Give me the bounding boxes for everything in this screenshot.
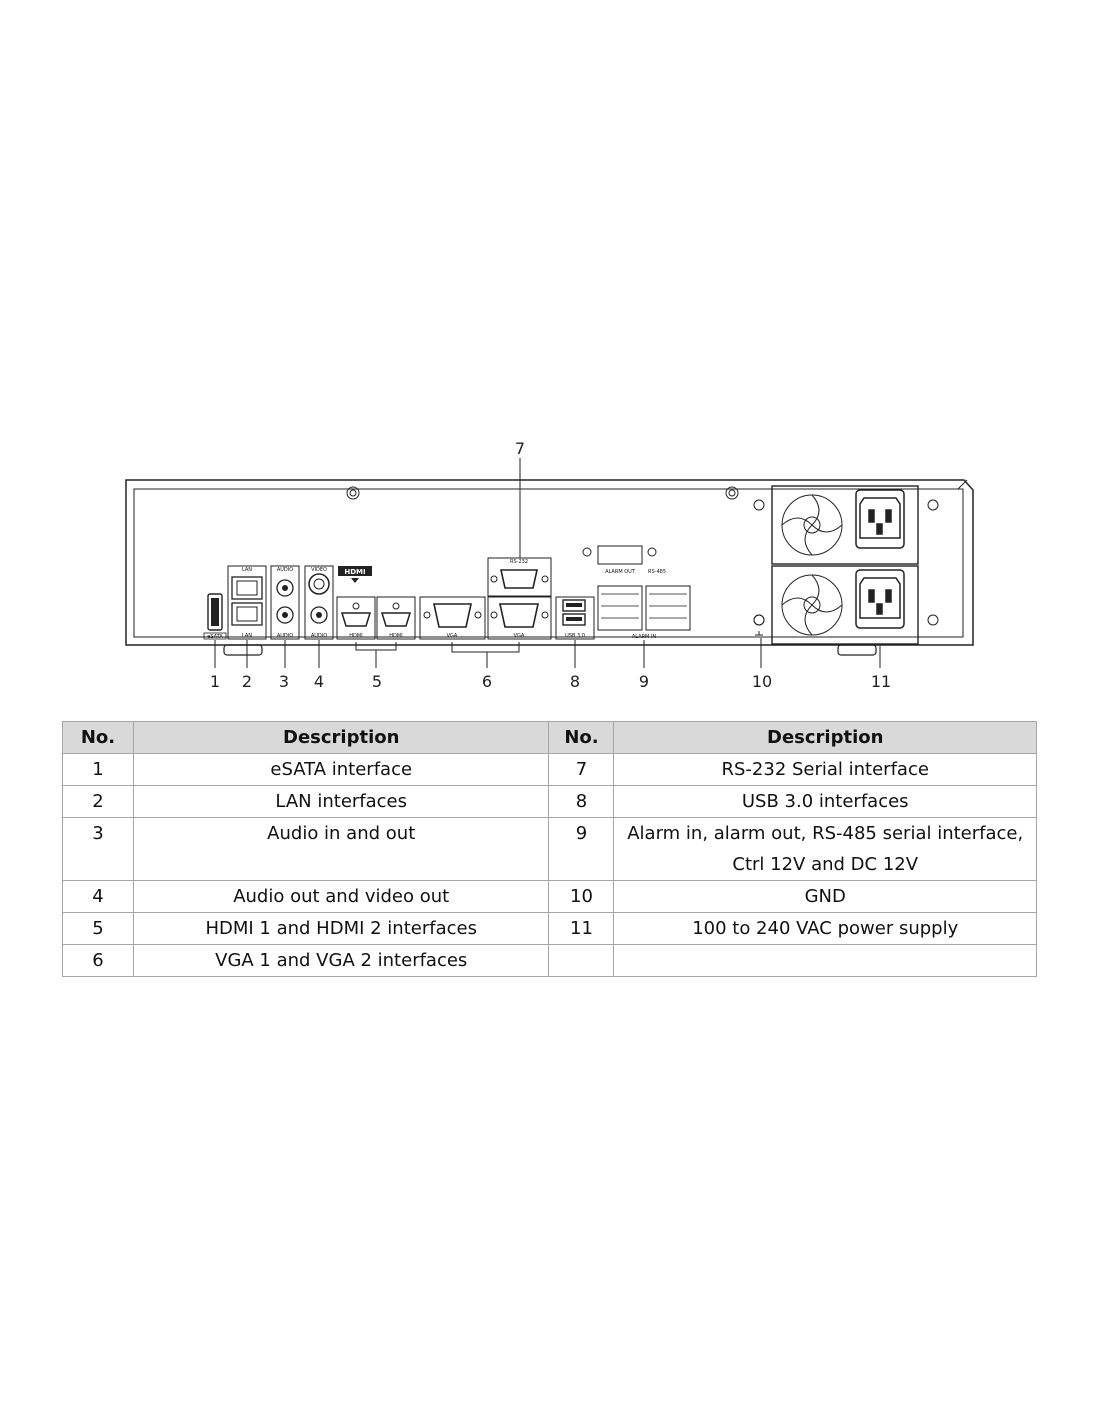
callout-5: 5 (371, 672, 383, 691)
cell-no: 5 (63, 913, 134, 945)
table-row (63, 945, 1037, 977)
callout-6: 6 (481, 672, 493, 691)
cell-no: 8 (549, 786, 614, 818)
table-row (63, 881, 1037, 913)
cell-no: 6 (63, 945, 134, 977)
cell-description: GND (614, 881, 1037, 913)
audio-label-bottom: AUDIO (276, 633, 294, 639)
callout-3: 3 (278, 672, 290, 691)
rs485-label: RS-485 (648, 569, 666, 575)
cell-description: Audio in and out (133, 818, 549, 881)
video-audio-out-ports (305, 566, 333, 639)
callout-11: 11 (870, 672, 892, 691)
lan-label-bottom: LAN (241, 633, 253, 639)
alarm-terminals (598, 546, 690, 640)
esata-port (204, 594, 226, 640)
vga2-label: VGA (513, 633, 525, 639)
cell-description: eSATA interface (133, 754, 549, 786)
hdmi1-label: HDMI (349, 633, 363, 639)
cell-no: 2 (63, 786, 134, 818)
cell-no: 4 (63, 881, 134, 913)
callout-2: 2 (241, 672, 253, 691)
alarm-in-label: ALARM IN (631, 634, 657, 640)
audio-ports (271, 566, 299, 639)
audio-out-label: AUDIO (310, 633, 328, 639)
callout-10: 10 (751, 672, 773, 691)
cell-description: LAN interfaces (133, 786, 549, 818)
port-description-table (62, 721, 1037, 977)
cell-no (549, 945, 614, 977)
callout-4: 4 (313, 672, 325, 691)
usb-label: USB 3.0 (565, 633, 585, 639)
rear-panel-diagram (0, 0, 1100, 700)
cell-no: 1 (63, 754, 134, 786)
cell-no: 3 (63, 818, 134, 881)
fan-icon (782, 495, 842, 635)
vga-ports (420, 597, 551, 639)
audio-label-top: AUDIO (276, 567, 294, 573)
cell-no: 11 (549, 913, 614, 945)
esata-label: eSATA (207, 634, 223, 640)
cell-description: Alarm in, alarm out, RS-485 serial interface, Ctrl 12V and DC 12V (614, 818, 1037, 881)
power-supply-units (772, 486, 918, 644)
header-description-right: Description (614, 722, 1037, 754)
table-row (63, 818, 1037, 881)
cell-description: VGA 1 and VGA 2 interfaces (133, 945, 549, 977)
video-label: VIDEO (311, 567, 327, 573)
power-inlet-icon (856, 490, 904, 628)
table-row (63, 786, 1037, 818)
ground-icon (754, 615, 764, 637)
callout-8: 8 (569, 672, 581, 691)
callout-1: 1 (209, 672, 221, 691)
callout-7: 7 (514, 439, 526, 458)
hdmi2-label: HDMI (389, 633, 403, 639)
table-header-row (63, 722, 1037, 754)
cell-description: RS-232 Serial interface (614, 754, 1037, 786)
header-no-right: No. (549, 722, 614, 754)
table-row (63, 913, 1037, 945)
rs232-label: RS-232 (510, 559, 528, 565)
rs232-port (488, 558, 551, 596)
cell-description: USB 3.0 interfaces (614, 786, 1037, 818)
table-row (63, 754, 1037, 786)
cell-description: Audio out and video out (133, 881, 549, 913)
hdmi-ports (337, 566, 415, 639)
cell-no: 10 (549, 881, 614, 913)
cell-description: HDMI 1 and HDMI 2 interfaces (133, 913, 549, 945)
foot-right (838, 645, 876, 655)
callout-9: 9 (638, 672, 650, 691)
cell-description: 100 to 240 VAC power supply (614, 913, 1037, 945)
cell-no: 9 (549, 818, 614, 881)
header-no-left: No. (63, 722, 134, 754)
lan-label-top: LAN (241, 567, 253, 573)
usb-ports (556, 597, 594, 639)
hdmi-logo: HDMI (344, 568, 366, 576)
foot-left (224, 645, 262, 655)
cell-no: 7 (549, 754, 614, 786)
vga1-label: VGA (446, 633, 458, 639)
cell-description (614, 945, 1037, 977)
header-description-left: Description (133, 722, 549, 754)
alarm-out-label: ALARM OUT (605, 569, 635, 575)
lan-ports (228, 566, 266, 639)
